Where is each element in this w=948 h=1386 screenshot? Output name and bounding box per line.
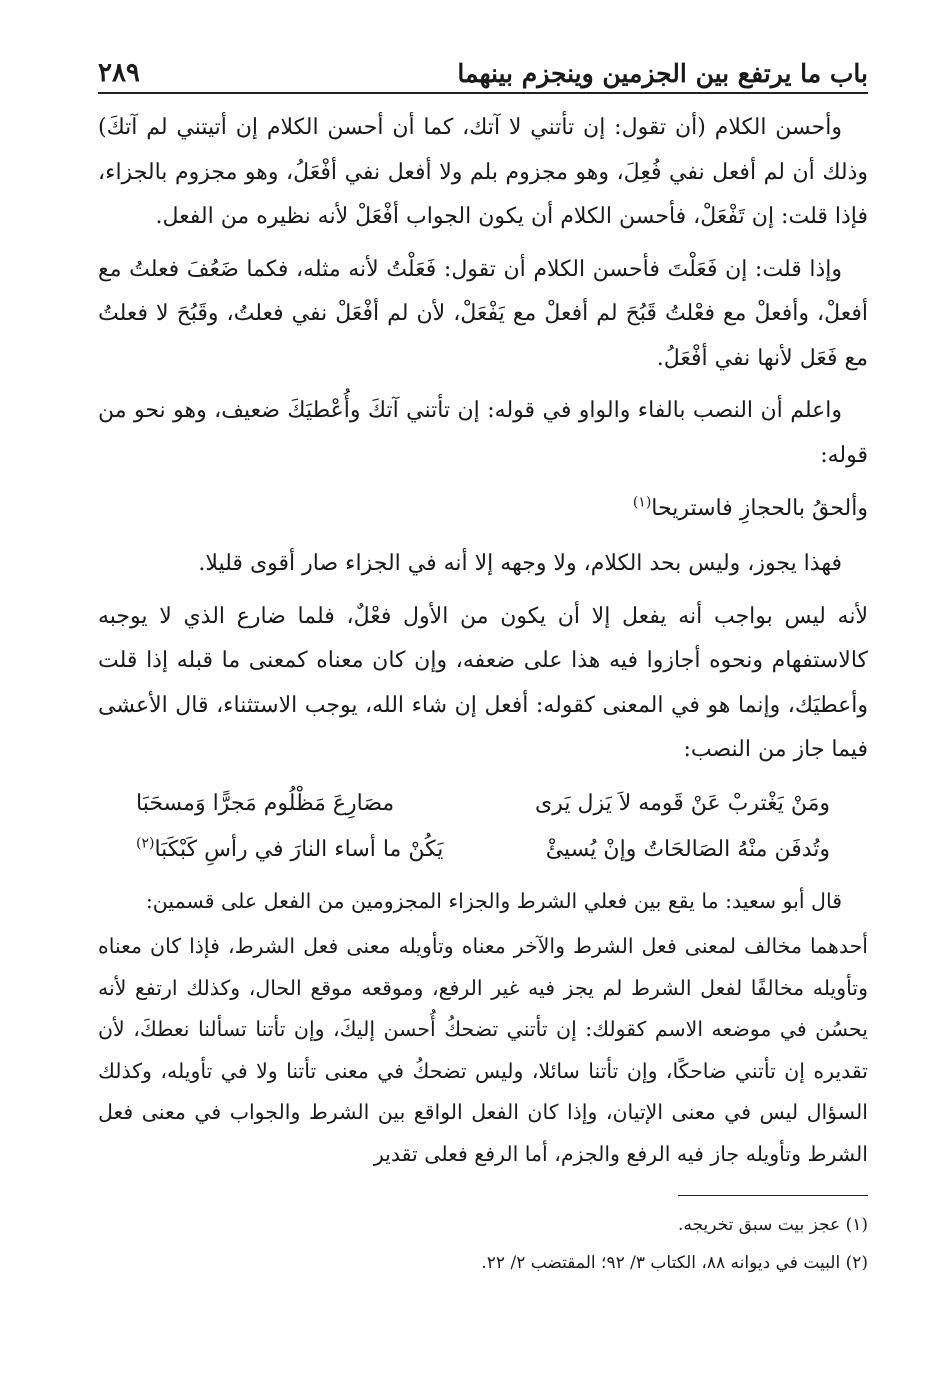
- hemistich-text: وألحقُ بالحجازِ فاستريحا: [651, 496, 868, 521]
- paragraph-5: لأنه ليس بواجب أنه يفعل إلا أن يكون من الأول فعْلٌ، فلما ضارع الذي لا يوجبه كالاستفهام ونحوه أجازوا فيه هذا على ضعفه، وإن كان معناه كمعنى ما قبله إذا قلت وأعطيَك، وإنما هو في المعنى كقوله: أفعل إن شاء الله، يوجب الاستثناء، قال الأعشى فيما جاز من النصب:: [98, 603, 868, 762]
- footnotes: [98, 1206, 868, 1282]
- verse-2-second-hemistich-wrap: [136, 827, 443, 873]
- quoted-hemistich: [98, 486, 868, 532]
- paragraph-2: وإذا قلت: إن فَعَلْتَ فأحسن الكلام أن تقول: فَعَلْتُ لأنه مثله، فكما ضَعُفَ فعلتُ مع أفعلْ، وأفعلْ مع فعْلتُ قَبُحَ لم أفعلْ مع يَفْعَلْ، لأن لم أفْعَلْ نفي فعلتُ، وقَبُحَ لا فعلتُ مع فَعَل لأنها نفي أفْعَلُ.: [98, 256, 868, 371]
- footnote-ref-1: (١): [632, 494, 652, 511]
- paragraph-6: قال أبو سعيد: ما يقع بين فعلي الشرط والجزاء المجزومين من الفعل على قسمين:: [145, 888, 842, 913]
- verse-line-2: [98, 827, 868, 873]
- verse-2-second-hemistich: يَكُنْ ما أساء النارَ في رأسِ كَبْكَبَا: [154, 836, 444, 862]
- paragraph-3: واعلم أن النصب بالفاء والواو في قوله: إن تأتني آتكَ وأُعْطيَكَ ضعيف، وهو نحو من قوله:: [98, 398, 868, 468]
- poetry-block: [98, 781, 868, 873]
- main-text: [98, 106, 868, 1175]
- paragraph-7: أحدهما مخالف لمعنى فعل الشرط والآخر معناه وتأويله معنى فعل الشرط، فإذا كان معناه وتأويله مخالفًا لفعل الشرط لم يجز فيه غير الرفع، وموقعه موقع الحال، وكذلك ارتفع لأنه يحسُن في موضعه الاسم كقولك: إن تأتني تضحكُ أُحسن إليكَ، وإن تأتنا تسألنا نعطكَ، لأن تقديره إن تأتني ضاحكًا، وإن تأتنا سائلا، وليس تضحكُ في معنى تأتنا ولا في تأويله، وكذلك السؤال ليس في معنى الإتيان، وإذا كان الفعل الواقع بين الشرط والجواب في معنى فعل الشرط وتأويله جاز فيه الرفع والجزم، أما الرفع فعلى تقدير: [98, 934, 868, 1166]
- book-page: [98, 40, 868, 1360]
- page-number: ٢٨٩: [98, 58, 140, 88]
- footnote-1: (١) عجز بيت سبق تخريجه.: [678, 1215, 868, 1235]
- paragraph-1: وأحسن الكلام (أن تقول: إن تأتني لا آتك، كما أن أحسن الكلام إن أتيتني لم آتكَ) وذلك أن لم أفعل نفي فُعِلَ، وهو مجزوم بلم ولا أفعل نفي أفْعَلُ، وهو مجزوم بالجزاء، فإذا قلت: إن تَفْعَلْ، فأحسن الكلام أن يكون الجواب أفْعَلْ لأنه نظيره من الفعل.: [98, 115, 868, 229]
- footnote-2: (٢) البيت في ديوانه ٨٨، الكتاب ٣/ ٩٢؛ المقتضب ٢/ ٢٢.: [481, 1253, 868, 1273]
- footnote-separator: [678, 1195, 868, 1196]
- paragraph-4: فهذا يجوز، وليس بحد الكلام، ولا وجهه إلا أنه في الجزاء صار أقوى قليلا.: [198, 551, 842, 576]
- verse-1-first-hemistich: ومَنْ يَغْتربْ عَنْ قَومه لاَ يَزل يَرى: [535, 790, 830, 816]
- running-header: [98, 40, 868, 94]
- chapter-title: باب ما يرتفع بين الجزمين وينجزم بينهما: [457, 59, 868, 88]
- verse-1-second-hemistich: مصَارِعَ مَظْلُوم مَجرًّا وَمسحَبَا: [136, 790, 395, 816]
- verse-line-1: [98, 781, 868, 827]
- footnote-ref-2: (٢): [136, 835, 155, 852]
- verse-2-first-hemistich: وتُدفَن منْهُ الصَالحَاتُ وإنْ يُسيئْ: [545, 836, 830, 862]
